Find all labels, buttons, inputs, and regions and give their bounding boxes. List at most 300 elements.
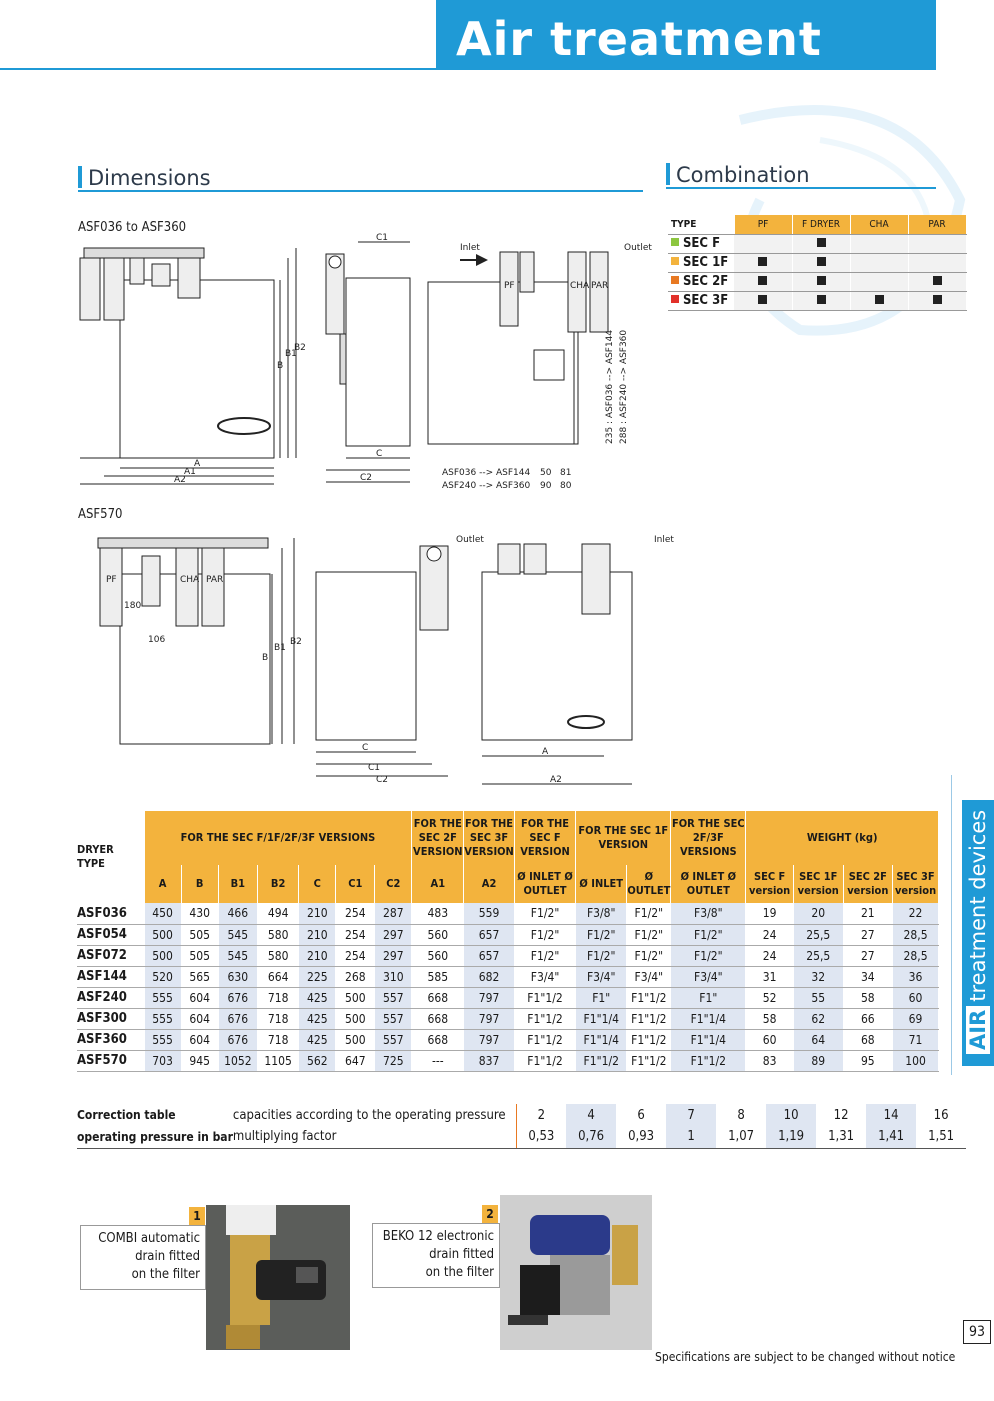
comb-row (668, 253, 966, 272)
table-cell-a2: 797 (464, 987, 515, 1008)
table-cell-w3f: 28,5 (893, 945, 939, 966)
table-cell-b: 565 (181, 966, 218, 987)
col-a2: A2 (464, 865, 515, 903)
par-tag: PAR (206, 575, 224, 585)
dim-label-a2: A2 (174, 475, 186, 485)
bottom-note-2: ASF240 --> ASF360 (442, 481, 531, 491)
factor-value: 1,41 (866, 1126, 916, 1148)
color-key-green (671, 238, 679, 246)
group-sec2f-header: FOR THE SEC 2F VERSION (412, 811, 464, 865)
table-cell-w1f: 55 (793, 987, 843, 1008)
col-c: C (299, 865, 336, 903)
combination-heading (666, 163, 810, 187)
caption-line: COMBI automatic (98, 1231, 200, 1246)
dryer-type-cell: ASF054 (77, 924, 144, 945)
table-cell-sec23: F1"1/4 (671, 1029, 746, 1050)
dim-label-c1: C1 (376, 233, 389, 243)
col-weight-sec3f: SEC 3F version (893, 865, 939, 903)
correction-table (77, 1104, 966, 1149)
table-cell-c2: 557 (375, 1029, 412, 1050)
side-divider (951, 775, 952, 1075)
dryer-dimensions-table (77, 811, 939, 1072)
table-cell-c1: 254 (336, 924, 375, 945)
table-cell-out1f: F1"1/2 (627, 987, 671, 1008)
table-cell-a2: 559 (464, 903, 515, 924)
factor-value: 1 (666, 1126, 716, 1148)
side-view-drawing (318, 232, 418, 490)
dim-label-c1: C1 (368, 763, 381, 773)
model-range-label: ASF036 to ASF360 (78, 220, 187, 235)
factor-value: 0,53 (516, 1126, 566, 1148)
table-cell-w2f: 34 (843, 966, 893, 987)
table-cell-a: 703 (144, 1050, 181, 1071)
table-cell-b2: 1105 (258, 1050, 299, 1071)
factor-value: 1,51 (916, 1126, 966, 1148)
table-cell-out1f: F1"1/2 (627, 1008, 671, 1029)
table-cell-out1f: F1/2" (627, 903, 671, 924)
table-cell-c: 562 (299, 1050, 336, 1071)
table-cell-c1: 500 (336, 1029, 375, 1050)
table-cell-c1: 268 (336, 966, 375, 987)
table-cell-w1f: 64 (793, 1029, 843, 1050)
table-row (77, 1029, 939, 1050)
table-cell-in1f: F1"1/2 (576, 1050, 627, 1071)
table-cell-b1: 676 (218, 1029, 257, 1050)
dryer-type-cell: ASF360 (77, 1029, 144, 1050)
table-cell-sec23: F1"1/2 (671, 1050, 746, 1071)
comb-col-type: TYPE (668, 215, 734, 234)
dim-label-106: 106 (148, 635, 166, 645)
table-cell-b2: 664 (258, 966, 299, 987)
check-mark (817, 257, 826, 266)
front-view-drawing (74, 244, 314, 490)
pressure-row (77, 1104, 966, 1126)
pressure-value: 2 (537, 1107, 546, 1123)
table-cell-c2: 725 (375, 1050, 412, 1071)
dim-label-a1: A1 (184, 467, 196, 477)
col-b1: B1 (218, 865, 257, 903)
table-cell-secf: F1"1/2 (514, 1008, 575, 1029)
dryer-type-cell: ASF570 (77, 1050, 144, 1071)
table-cell-w3f: 28,5 (893, 924, 939, 945)
col-sec1f-outlet: Ø OUTLET (627, 865, 671, 903)
dryer-type-cell: ASF300 (77, 1008, 144, 1029)
side-tab-text-wrap (962, 800, 994, 1066)
table-row (77, 1008, 939, 1029)
table-cell-w1f: 62 (793, 1008, 843, 1029)
table-cell-a: 500 (144, 945, 181, 966)
table-cell-in1f: F1"1/4 (576, 1008, 627, 1029)
dim-label-c2: C2 (360, 473, 373, 483)
table-cell-a1: 483 (412, 903, 464, 924)
table-cell-b: 505 (181, 924, 218, 945)
table-cell-c: 425 (299, 1008, 336, 1029)
table-cell-sec23: F1" (671, 987, 746, 1008)
table-cell-secf: F1/2" (514, 945, 575, 966)
dim-label-b: B (262, 653, 269, 663)
col-a: A (144, 865, 181, 903)
check-mark (817, 276, 826, 285)
inlet-label: Inlet (654, 535, 674, 545)
table-cell-a2: 837 (464, 1050, 515, 1071)
dryer-type-cell: ASF036 (77, 903, 144, 924)
combination-heading-text: Combination (676, 163, 810, 187)
table-cell-c1: 500 (336, 1008, 375, 1029)
table-cell-w2f: 27 (843, 945, 893, 966)
dim-label-c: C (362, 743, 369, 753)
table-cell-sec23: F1/2" (671, 945, 746, 966)
table-cell-w3f: 60 (893, 987, 939, 1008)
pressure-value: 8 (737, 1107, 745, 1123)
dim-label-c2: C2 (376, 775, 389, 785)
dimensions-rule (78, 190, 643, 192)
dim-label-a: A (542, 747, 549, 757)
table-cell-a1: 668 (412, 1029, 464, 1050)
pressure-value: 4 (566, 1104, 616, 1126)
pressure-value: 14 (866, 1104, 916, 1126)
factor-value: 1,19 (766, 1126, 816, 1148)
table-cell-in1f: F1" (576, 987, 627, 1008)
check-mark (875, 295, 884, 304)
bottom-note-1a: 50 (540, 468, 552, 478)
table-cell-wf: 24 (746, 945, 794, 966)
bottom-note-2a: 90 (540, 481, 552, 491)
table-cell-w1f: 25,5 (793, 945, 843, 966)
side-note-1: 235 : ASF036 --> ASF144 (605, 329, 615, 444)
table-cell-b: 604 (181, 987, 218, 1008)
pressure-value: 7 (666, 1104, 716, 1126)
beko-drain-photo (500, 1195, 652, 1350)
table-cell-secf: F1"1/2 (514, 1029, 575, 1050)
caption-line: drain fitted (429, 1247, 494, 1263)
table-cell-c2: 557 (375, 987, 412, 1008)
table-cell-w3f: 71 (893, 1029, 939, 1050)
table-cell-secf: F1/2" (514, 924, 575, 945)
correction-title: Correction table (77, 1108, 176, 1122)
cha-tag: CHA (180, 575, 200, 585)
table-cell-b1: 466 (218, 903, 257, 924)
col-c2: C2 (375, 865, 412, 903)
table-cell-sec23: F3/4" (671, 966, 746, 987)
table-cell-c2: 310 (375, 966, 412, 987)
dim-label-b2: B2 (294, 343, 306, 353)
pf-tag: PF (106, 575, 117, 585)
table-cell-b1: 545 (218, 945, 257, 966)
group-sec-all-header: FOR THE SEC F/1F/2F/3F VERSIONS (144, 811, 412, 865)
group-sec3f-header: FOR THE SEC 3F VERSION (464, 811, 515, 865)
pressure-value: 16 (933, 1107, 949, 1123)
table-cell-b: 430 (181, 903, 218, 924)
pressure-value: 10 (766, 1104, 816, 1126)
pressure-value: 12 (833, 1107, 849, 1123)
page-title: Air treatment devices (436, 0, 936, 70)
col-weight-sec1f: SEC 1F version (793, 865, 843, 903)
table-cell-a: 520 (144, 966, 181, 987)
combi-drain-photo (206, 1205, 350, 1350)
table-cell-b: 945 (181, 1050, 218, 1071)
factor-value: 1,07 (716, 1126, 766, 1148)
comb-col-cha: CHA (850, 215, 908, 234)
factor-value: 0,93 (616, 1126, 666, 1148)
table-cell-b2: 494 (258, 903, 299, 924)
table-row (77, 945, 939, 966)
bottom-note-2b: 80 (560, 481, 572, 491)
dryer-type-header: DRYER TYPE (77, 811, 144, 903)
group-weight-header: WEIGHT (kg) (746, 811, 939, 865)
table-cell-a: 500 (144, 924, 181, 945)
table-cell-wf: 60 (746, 1029, 794, 1050)
table-cell-sec23: F1"1/4 (671, 1008, 746, 1029)
dimensions-heading (78, 166, 211, 190)
dim-label-a: A (194, 459, 201, 469)
factor-label: multiplying factor (233, 1126, 516, 1148)
table-cell-b2: 580 (258, 924, 299, 945)
table-cell-a1: --- (412, 1050, 464, 1071)
check-mark (933, 276, 942, 285)
table-cell-sec23: F3/8" (671, 903, 746, 924)
comb-row (668, 291, 966, 310)
check-mark (933, 295, 942, 304)
comb-row (668, 234, 966, 253)
comb-col-fdryer: F DRYER (792, 215, 850, 234)
check-mark (758, 295, 767, 304)
correction-subtitle: operating pressure in bar (77, 1126, 233, 1148)
check-mark (817, 238, 826, 247)
table-cell-w1f: 25,5 (793, 924, 843, 945)
col-b2: B2 (258, 865, 299, 903)
table-cell-out1f: F1"1/2 (627, 1050, 671, 1071)
comb-row (668, 272, 966, 291)
table-cell-w2f: 68 (843, 1029, 893, 1050)
table-cell-secf: F3/4" (514, 966, 575, 987)
table-cell-c: 425 (299, 987, 336, 1008)
side-note-2: 288 : ASF240 --> ASF360 (619, 329, 629, 444)
table-cell-a1: 585 (412, 966, 464, 987)
table-cell-w3f: 69 (893, 1008, 939, 1029)
table-cell-secf: F1"1/2 (514, 1050, 575, 1071)
table-cell-b1: 545 (218, 924, 257, 945)
heading-bar (78, 166, 82, 188)
table-cell-a1: 560 (412, 945, 464, 966)
table-cell-c1: 500 (336, 987, 375, 1008)
pf-tag: PF (504, 281, 515, 291)
table-cell-b1: 1052 (218, 1050, 257, 1071)
comb-type-name: SEC 3F (683, 293, 729, 308)
table-cell-a1: 668 (412, 987, 464, 1008)
table-cell-in1f: F1/2" (576, 924, 627, 945)
table-cell-w1f: 32 (793, 966, 843, 987)
combination-rule (666, 187, 936, 189)
table-cell-out1f: F1"1/2 (627, 1029, 671, 1050)
table-cell-c1: 254 (336, 945, 375, 966)
asf570-rear-drawing (454, 530, 686, 792)
table-cell-in1f: F1"1/4 (576, 1029, 627, 1050)
table-cell-secf: F1"1/2 (514, 987, 575, 1008)
side-tab-text: treatment devices (966, 809, 990, 1002)
page-number: 93 (963, 1320, 991, 1344)
table-cell-w1f: 89 (793, 1050, 843, 1071)
beko-drain-illustration (500, 1195, 652, 1350)
asf570-label: ASF570 (78, 507, 123, 522)
side-tab-air: AIR (966, 1006, 990, 1054)
factor-row (77, 1126, 966, 1148)
table-cell-wf: 52 (746, 987, 794, 1008)
table-row (77, 1050, 939, 1071)
footer-note: Specifications are subject to be changed without notice (655, 1350, 956, 1364)
table-cell-a1: 668 (412, 1008, 464, 1029)
comb-type-name: SEC F (683, 236, 721, 251)
header-rule (0, 68, 436, 70)
dim-label-180: 180 (124, 601, 142, 611)
dim-label-a2: A2 (550, 775, 562, 785)
table-cell-b: 505 (181, 945, 218, 966)
column-header-row (77, 865, 939, 903)
table-cell-b: 604 (181, 1008, 218, 1029)
check-mark (817, 295, 826, 304)
factor-value: 0,76 (566, 1126, 616, 1148)
combi-drain-caption (80, 1225, 206, 1290)
table-cell-a2: 797 (464, 1029, 515, 1050)
dim-label-c: C (376, 449, 383, 459)
caption-line: on the filter (131, 1267, 200, 1283)
table-cell-a1: 560 (412, 924, 464, 945)
bottom-note-1b: 81 (560, 468, 572, 478)
outlet-label: Outlet (624, 243, 652, 253)
table-cell-c1: 647 (336, 1050, 375, 1071)
col-secf-inlet-outlet: Ø INLET Ø OUTLET (514, 865, 575, 903)
table-cell-a: 450 (144, 903, 181, 924)
dryer-type-cell: ASF240 (77, 987, 144, 1008)
table-cell-w3f: 22 (893, 903, 939, 924)
table-cell-b1: 676 (218, 1008, 257, 1029)
table-cell-b2: 718 (258, 1008, 299, 1029)
comb-col-par: PAR (908, 215, 966, 234)
table-cell-c2: 557 (375, 1008, 412, 1029)
dim-label-b2: B2 (290, 637, 302, 647)
table-cell-c: 210 (299, 924, 336, 945)
table-cell-wf: 31 (746, 966, 794, 987)
dim-label-b1: B1 (274, 643, 286, 653)
table-row (77, 966, 939, 987)
dryer-type-cell: ASF144 (77, 966, 144, 987)
col-weight-secf: SEC F version (746, 865, 794, 903)
table-cell-w3f: 36 (893, 966, 939, 987)
table-cell-w2f: 66 (843, 1008, 893, 1029)
comb-type-name: SEC 1F (683, 255, 729, 270)
table-cell-a2: 657 (464, 924, 515, 945)
table-cell-wf: 58 (746, 1008, 794, 1029)
table-cell-w1f: 20 (793, 903, 843, 924)
table-cell-a2: 797 (464, 1008, 515, 1029)
table-cell-out1f: F3/4" (627, 966, 671, 987)
asf570-front-drawing (88, 534, 308, 790)
table-cell-c: 210 (299, 903, 336, 924)
caption-line: drain fitted (135, 1249, 200, 1265)
table-cell-in1f: F1/2" (576, 945, 627, 966)
factor-value: 1,31 (816, 1126, 866, 1148)
table-cell-b1: 630 (218, 966, 257, 987)
col-sec1f-inlet: Ø INLET (576, 865, 627, 903)
table-cell-wf: 83 (746, 1050, 794, 1071)
col-b: B (181, 865, 218, 903)
dimensions-heading-text: Dimensions (88, 166, 211, 190)
beko-drain-caption (372, 1223, 500, 1288)
rear-view-drawing (424, 236, 652, 494)
table-cell-c: 225 (299, 966, 336, 987)
col-weight-sec2f: SEC 2F version (843, 865, 893, 903)
combination-table (668, 215, 967, 311)
table-cell-out1f: F1/2" (627, 924, 671, 945)
group-secf-header: FOR THE SEC F VERSION (514, 811, 575, 865)
photo-number-1: 1 (189, 1207, 205, 1225)
comb-col-pf: PF (734, 215, 792, 234)
inlet-label: Inlet (460, 243, 480, 253)
table-cell-in1f: F3/4" (576, 966, 627, 987)
capacity-label: capacities according to the operating pressure (233, 1104, 516, 1126)
table-cell-w2f: 27 (843, 924, 893, 945)
table-cell-wf: 19 (746, 903, 794, 924)
check-mark (758, 257, 767, 266)
pressure-value: 6 (637, 1107, 645, 1123)
table-cell-b2: 718 (258, 1029, 299, 1050)
table-cell-w2f: 95 (843, 1050, 893, 1071)
color-key-red (671, 295, 679, 303)
table-cell-a: 555 (144, 1029, 181, 1050)
table-cell-w2f: 58 (843, 987, 893, 1008)
table-cell-b: 604 (181, 1029, 218, 1050)
cha-tag: CHA (570, 281, 590, 291)
col-a1: A1 (412, 865, 464, 903)
table-row (77, 924, 939, 945)
section-side-tab (962, 800, 994, 1066)
table-cell-c2: 297 (375, 945, 412, 966)
caption-line: on the filter (425, 1265, 494, 1281)
table-cell-b2: 580 (258, 945, 299, 966)
color-key-yellow (671, 257, 679, 265)
color-key-orange (671, 276, 679, 284)
table-cell-c2: 287 (375, 903, 412, 924)
caption-line: BEKO 12 electronic (382, 1229, 494, 1244)
table-cell-c: 210 (299, 945, 336, 966)
table-cell-a2: 682 (464, 966, 515, 987)
table-cell-w3f: 100 (893, 1050, 939, 1071)
table-cell-c1: 254 (336, 903, 375, 924)
heading-bar (666, 163, 670, 185)
dryer-type-cell: ASF072 (77, 945, 144, 966)
table-cell-c2: 297 (375, 924, 412, 945)
bottom-note-1: ASF036 --> ASF144 (442, 468, 531, 478)
col-c1: C1 (336, 865, 375, 903)
table-row (77, 903, 939, 924)
table-cell-sec23: F1/2" (671, 924, 746, 945)
table-cell-b2: 718 (258, 987, 299, 1008)
table-cell-wf: 24 (746, 924, 794, 945)
table-row (77, 987, 939, 1008)
group-sec2f3f-header: FOR THE SEC 2F/3F VERSIONS (671, 811, 746, 865)
table-cell-b1: 676 (218, 987, 257, 1008)
table-cell-secf: F1/2" (514, 903, 575, 924)
table-cell-w2f: 21 (843, 903, 893, 924)
col-sec2f3f-inlet-outlet: Ø INLET Ø OUTLET (671, 865, 746, 903)
dim-label-b1: B1 (285, 349, 297, 359)
par-tag: PAR (591, 281, 609, 291)
combi-drain-illustration (206, 1205, 350, 1350)
table-cell-a: 555 (144, 987, 181, 1008)
photo-number-2: 2 (482, 1205, 498, 1223)
group-sec1f-header: FOR THE SEC 1F VERSION (576, 811, 671, 865)
outlet-label: Outlet (456, 535, 484, 545)
comb-type-name: SEC 2F (683, 274, 729, 289)
